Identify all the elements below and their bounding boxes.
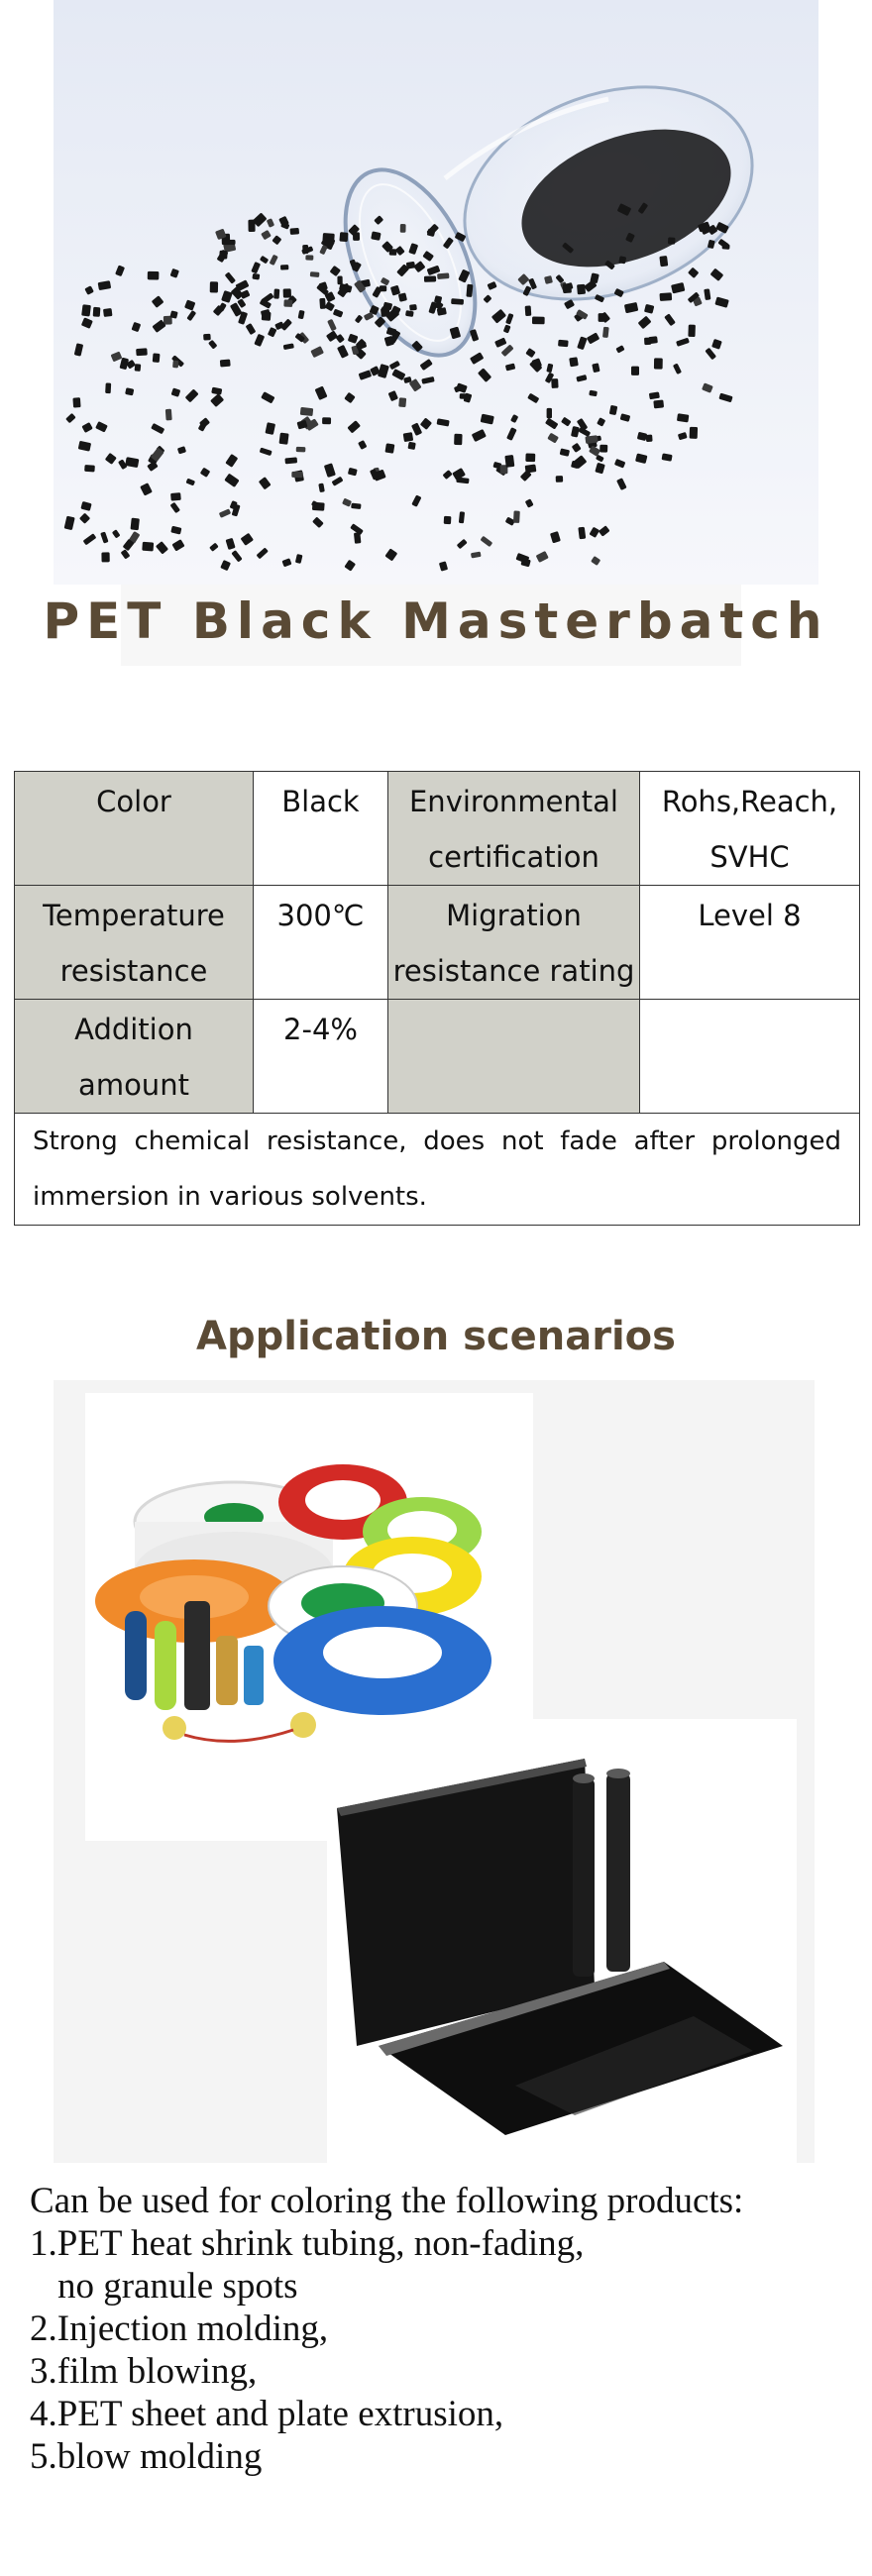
pellet <box>281 558 291 567</box>
pellet <box>471 552 482 559</box>
pellet <box>200 468 211 478</box>
pellet <box>481 536 493 547</box>
pellet <box>84 465 95 473</box>
pellet <box>589 527 600 538</box>
pellet <box>81 304 91 316</box>
pellet <box>483 294 491 303</box>
pellet <box>420 417 432 429</box>
pellet <box>252 273 260 280</box>
pellet <box>136 348 148 356</box>
list-item: 1.PET heat shrink tubing, non-fading, <box>30 2223 585 2264</box>
table-row <box>15 1000 860 1114</box>
pellet <box>170 492 181 500</box>
pellet <box>624 302 638 313</box>
pellet <box>653 399 664 408</box>
pellet <box>280 265 288 270</box>
pellet <box>637 432 647 441</box>
pellet <box>688 325 696 338</box>
pellet <box>131 322 141 332</box>
pellet <box>577 336 588 350</box>
pellet <box>600 445 607 453</box>
pellet <box>112 529 121 538</box>
table-cell-value: 2-4% <box>254 1000 388 1114</box>
pellet <box>135 364 142 372</box>
pellet <box>165 409 172 421</box>
pellet <box>142 542 154 552</box>
pellet <box>466 284 473 297</box>
pellet <box>705 348 716 361</box>
pellet <box>78 441 91 452</box>
list-item: 5.blow molding <box>30 2436 263 2477</box>
pellet <box>221 290 233 303</box>
pellet <box>505 313 513 325</box>
pellet <box>546 364 553 374</box>
pellet <box>272 235 281 245</box>
pellet <box>224 474 239 487</box>
pellet <box>283 343 294 350</box>
pellet <box>322 417 331 424</box>
pellet <box>83 533 97 545</box>
pellet <box>525 498 534 507</box>
pellet <box>551 378 558 388</box>
pellet <box>649 391 660 399</box>
pellet <box>597 417 605 426</box>
pellet <box>384 443 394 454</box>
pellet <box>437 272 449 279</box>
list-item: 3.film blowing, <box>30 2351 258 2392</box>
pellet <box>571 426 580 438</box>
pellet <box>635 453 647 464</box>
pellet <box>437 418 450 426</box>
pellet <box>478 368 491 382</box>
pellet <box>291 472 303 478</box>
pellet <box>121 549 131 559</box>
pellet <box>261 391 274 403</box>
pellet <box>491 309 506 324</box>
pellet <box>339 232 348 242</box>
pellet <box>268 327 277 338</box>
pellet <box>151 423 164 434</box>
pellet <box>330 266 341 276</box>
pellet <box>348 334 359 344</box>
pellet <box>381 309 389 317</box>
pellet <box>261 230 272 240</box>
pellet <box>81 317 93 329</box>
pellet <box>111 352 123 363</box>
pellet <box>569 357 579 367</box>
pellet <box>152 295 164 308</box>
pellet <box>231 550 242 562</box>
pellet <box>171 387 181 396</box>
pellet <box>267 218 274 228</box>
pellet <box>710 268 724 281</box>
pellet <box>602 327 609 338</box>
pellet <box>254 334 265 347</box>
pellet <box>220 360 231 368</box>
hero-product-photo <box>54 0 818 585</box>
pellet <box>208 340 217 350</box>
pellet <box>105 453 117 465</box>
pellet <box>259 477 272 489</box>
pellet <box>631 367 639 376</box>
pellet <box>95 421 108 432</box>
pellet <box>177 446 186 454</box>
pellet <box>260 256 269 265</box>
pellet <box>260 448 272 457</box>
pellet <box>333 309 344 318</box>
pellet <box>140 483 153 495</box>
pellet <box>398 397 406 407</box>
list-item: 4.PET sheet and plate extrusion, <box>30 2394 504 2434</box>
pellet <box>503 324 511 333</box>
pellet <box>576 375 587 382</box>
pellet <box>72 397 80 407</box>
pellet <box>591 556 600 566</box>
pellet <box>676 338 690 347</box>
pellet <box>659 256 668 267</box>
pellet <box>459 511 465 523</box>
pellet <box>170 502 180 513</box>
pellet <box>220 560 231 571</box>
pellet <box>125 457 139 468</box>
pellet <box>668 237 676 244</box>
pellet <box>585 435 598 444</box>
pellet <box>358 440 367 450</box>
pellet <box>64 516 75 531</box>
pellet <box>246 323 257 335</box>
pellet <box>470 329 480 342</box>
pellet <box>456 477 469 483</box>
pellet <box>283 299 292 307</box>
pellet <box>577 284 586 295</box>
pellet <box>702 382 713 392</box>
pellet <box>560 448 570 456</box>
table-cell-label: Color <box>15 772 254 886</box>
pellet <box>532 317 545 325</box>
pellet <box>457 539 468 550</box>
pellet <box>184 299 195 310</box>
pellet <box>648 336 657 344</box>
pellet <box>84 285 94 295</box>
pellet <box>391 369 405 380</box>
pellet <box>678 432 688 440</box>
pellet <box>662 453 673 461</box>
pellet <box>211 387 222 395</box>
pellet <box>65 413 76 423</box>
pellet <box>671 282 685 294</box>
pellet <box>654 358 663 369</box>
products-list <box>30 2180 862 2478</box>
pellet <box>265 422 275 435</box>
pellet <box>505 363 515 371</box>
pellet <box>270 255 278 266</box>
pellet <box>400 224 406 233</box>
pellet <box>527 393 539 404</box>
pellet <box>711 339 722 350</box>
pellet <box>296 447 306 453</box>
table-cell-label: Migration resistance rating <box>388 886 640 1000</box>
pellet <box>614 459 626 469</box>
pellet <box>378 364 389 378</box>
pellet <box>125 387 134 395</box>
pellet <box>615 345 624 353</box>
pellet <box>289 228 299 235</box>
pellet <box>337 345 349 359</box>
pellet <box>556 476 564 483</box>
pellet <box>688 268 699 278</box>
pellet <box>337 276 342 285</box>
pellet <box>504 455 514 468</box>
pellet <box>225 240 236 245</box>
pellet <box>131 518 140 531</box>
pellet <box>561 417 572 427</box>
pellet <box>105 382 111 393</box>
pellet <box>115 265 125 276</box>
pellet <box>547 433 559 444</box>
pellet <box>599 525 610 536</box>
table-cell-value: Level 8 <box>640 886 860 1000</box>
pellet <box>578 527 586 540</box>
pellet <box>351 503 361 509</box>
pellet <box>295 554 303 564</box>
pellet <box>324 463 336 478</box>
pellet <box>525 454 535 463</box>
pellet <box>225 271 236 283</box>
pellet <box>481 414 494 425</box>
pellet <box>93 307 101 317</box>
pellet <box>388 390 398 401</box>
pellet <box>219 508 231 517</box>
pellet <box>356 341 367 350</box>
pellet <box>347 420 361 433</box>
pellet <box>589 390 598 397</box>
pellet <box>355 314 364 323</box>
pellet <box>305 255 313 260</box>
pellet <box>409 304 417 311</box>
pellet <box>718 393 732 403</box>
pellet <box>210 393 224 407</box>
pellet <box>186 310 196 321</box>
pellet <box>403 432 414 442</box>
pellet <box>185 388 199 402</box>
pellet <box>241 533 254 546</box>
pellet <box>79 513 90 524</box>
products-intro: Can be used for coloring the following products: <box>30 2181 744 2221</box>
pellet <box>344 560 356 572</box>
pellet <box>704 288 710 300</box>
pellet <box>310 271 320 277</box>
pellet <box>226 538 236 550</box>
pellet <box>454 434 462 445</box>
pellet <box>638 316 652 330</box>
pellet <box>324 301 335 311</box>
table-row <box>15 1114 860 1226</box>
pellet <box>510 414 518 423</box>
table-cell-value <box>640 1000 860 1114</box>
pellet <box>120 358 130 371</box>
pellet <box>332 477 344 486</box>
pellet <box>359 370 373 380</box>
table-cell-value: Rohs,Reach, SVHC <box>640 772 860 886</box>
pellet <box>257 547 269 559</box>
pellet <box>439 561 448 571</box>
pellet <box>470 352 484 365</box>
pellet <box>326 330 338 342</box>
pellet <box>100 532 108 544</box>
pellet <box>284 457 297 464</box>
pellet <box>550 531 561 543</box>
pellet <box>411 494 421 506</box>
table-cell-label: Addition amount <box>15 1000 254 1114</box>
pellet <box>420 359 433 371</box>
pellet <box>595 463 604 475</box>
pellet <box>170 526 181 535</box>
table-cell-value: 300℃ <box>254 886 388 1000</box>
pellet <box>545 418 559 430</box>
table-note: Strong chemical resistance, does not fade after prolonged immersion in various solvents. <box>15 1114 860 1226</box>
pellet <box>283 288 291 297</box>
pellet <box>171 539 184 551</box>
pellet <box>389 361 400 371</box>
pellet <box>172 361 178 369</box>
pellet <box>300 407 313 416</box>
pellet <box>547 408 552 418</box>
pellet <box>424 275 436 281</box>
pellet <box>664 313 676 326</box>
pellet <box>444 516 452 524</box>
list-item-continuation: no granule spots <box>57 2266 298 2307</box>
section-title: Application scenarios <box>196 1314 676 1359</box>
pellet <box>98 280 112 290</box>
pellet <box>487 281 496 290</box>
pellet <box>407 442 415 450</box>
table-cell-label <box>388 1000 640 1114</box>
pellet <box>101 552 109 562</box>
black-sheets-photo <box>327 1719 797 2163</box>
pellet <box>251 262 261 273</box>
pellet <box>472 429 487 442</box>
pellet <box>673 364 682 375</box>
pellet <box>690 427 699 439</box>
pellet <box>714 296 728 307</box>
pellet <box>342 498 352 507</box>
pellet <box>153 353 161 363</box>
pellet <box>210 281 218 292</box>
pellet <box>315 386 328 400</box>
pellet <box>501 344 514 357</box>
pellet <box>609 405 618 415</box>
pellet <box>74 343 83 356</box>
pellet <box>310 346 324 358</box>
pellet <box>81 422 92 433</box>
spec-table <box>14 771 860 1226</box>
pellet <box>525 348 535 358</box>
pellet <box>273 288 279 298</box>
pellet <box>506 427 517 441</box>
table-row <box>15 772 860 886</box>
pellet <box>620 413 631 422</box>
pellet <box>148 271 160 280</box>
pellet <box>421 376 434 384</box>
pellet <box>616 478 627 490</box>
pellet <box>344 392 355 403</box>
pellet <box>592 363 600 373</box>
pellet <box>513 510 520 523</box>
pellet <box>327 319 337 332</box>
pellet <box>170 268 179 278</box>
pellet <box>80 501 91 511</box>
pellet <box>618 256 626 264</box>
list-item: 2.Injection molding, <box>30 2308 329 2349</box>
pellet <box>451 298 464 305</box>
pellet <box>203 334 211 341</box>
glass-vessel <box>319 50 782 376</box>
pellet <box>348 468 358 477</box>
table-cell-label: Temperature resistance <box>15 886 254 1000</box>
pellet <box>319 298 326 309</box>
pellet <box>279 433 289 445</box>
pellet <box>525 305 532 316</box>
pellet <box>442 470 452 480</box>
pellet <box>677 413 689 422</box>
pellet <box>659 292 672 301</box>
pellet <box>494 337 507 347</box>
page-title: PET Black Masterbatch <box>43 592 829 650</box>
pellet <box>298 310 305 319</box>
table-cell-label: Environmental certification <box>388 772 640 886</box>
pellet <box>185 479 195 486</box>
pellet <box>312 517 324 529</box>
table-row <box>15 886 860 1000</box>
pellet <box>103 308 113 317</box>
pellet <box>572 443 582 453</box>
pellet <box>318 483 325 493</box>
pellet <box>209 543 219 552</box>
pellet <box>587 332 600 344</box>
pellet <box>644 304 654 314</box>
pellet <box>384 548 397 561</box>
table-cell-value: Black <box>254 772 388 886</box>
pellet <box>225 454 238 468</box>
pellet <box>240 289 251 299</box>
pellet <box>156 541 168 554</box>
pellet <box>558 340 569 348</box>
pellet <box>563 283 572 293</box>
pellet <box>536 551 549 563</box>
